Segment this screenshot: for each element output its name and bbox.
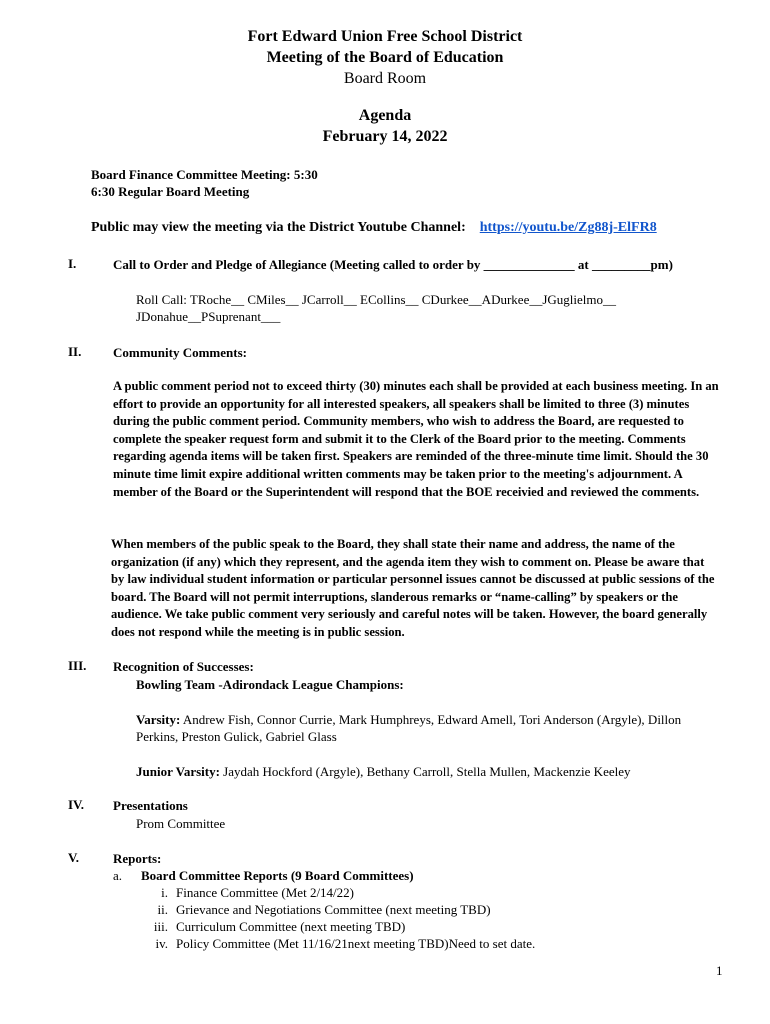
list-item [140,901,491,918]
list-item-number: i. [161,885,168,900]
roll-call-line-1: Roll Call: TRoche__ CMiles__ JCarroll__ ECollins__ CDurkee__ADurkee__JGuglielmo__ [136,292,616,307]
list-item-text: Finance Committee (Met 2/14/22) [176,885,354,900]
bowling-team-subtitle: Bowling Team -Adirondack League Champions: [136,677,404,692]
prom-committee-item: Prom Committee [136,816,226,831]
finance-committee-time: Board Finance Committee Meeting: 5:30 [91,167,318,182]
call-to-order-title: Call to Order and Pledge of Allegiance (Meeting called to order by ______________ at _________pm) [113,257,673,272]
section-number-4: IV. [68,797,85,812]
regular-meeting-time: 6:30 Regular Board Meeting [91,184,250,199]
junior-varsity-line [136,763,631,780]
youtube-link[interactable]: https://youtu.be/Zg88j-ElFR8 [479,220,657,235]
varsity-line-2: Perkins, Preston Gulick, Gabriel Glass [136,729,337,744]
list-item [140,918,405,935]
roll-call-line-2: JDonahue__PSuprenant___ [136,309,281,324]
document-header [0,26,770,89]
public-comment-text: A public comment period not to exceed thirty (30) minutes each shall be provided at each business meeting. In an effort to provide an opportunity for all interested speakers, all speakers shall be limited to three (3) minutes during the public comment period. Community members, who wish to address the Board, are requested to complete the speaker request form and submit it to the Clerk of the Board prior to the meeting. Comments regarding agenda items will be taken first. Speakers are reminded of the three-minute time limit. Should the 30 minute time limit expire additional written comments may be taken prior to the meeting's adjournment. A member of the Board or the Superintendent will respond that the BOE receivied and reviewed the comments. [113,379,719,499]
agenda-heading [0,105,770,147]
agenda-title: Agenda [358,107,412,124]
public-view-text: Public may view the meeting via the District Youtube Channel: [91,220,466,235]
community-comments-title: Community Comments: [113,345,247,360]
junior-varsity-names: Jaydah Hockford (Argyle), Bethany Carroll, Stella Mullen, Mackenzie Keeley [219,764,631,779]
list-item-text: Curriculum Committee (next meeting TBD) [176,919,406,934]
meeting-location: Board Room [343,70,427,87]
public-comment-paragraph [113,378,720,501]
report-subsection-letter: a. [113,868,123,883]
meeting-date: February 14, 2022 [322,128,448,145]
list-item-number: ii. [157,902,168,917]
list-item-text: Grievance and Negotiations Committee (next meeting TBD) [176,902,491,917]
varsity-line-1 [136,711,681,728]
public-speak-text: When members of the public speak to the Board, they shall state their name and address, the name of the organization (if any) which they represent, and the agenda item they wish to comment on. Please be aware that by law individual student information or particular personnel issues cannot be discussed at public sessions of the board. The Board will not permit interruptions, slanderous remarks or “name-calling” by speakers or the audience. We take public comment very seriously and careful notes will be taken. However, the board generally does not respond while the meeting is in public session. [111,537,715,639]
section-number-3: III. [68,658,87,673]
list-item-number: iii. [153,919,168,934]
meeting-title: Meeting of the Board of Education [266,49,504,66]
reports-title: Reports: [113,851,162,866]
presentations-title: Presentations [113,798,188,813]
section-number-1: I. [68,256,77,271]
public-speak-paragraph [111,536,720,642]
list-item-number: iv. [155,936,168,951]
list-item [140,935,535,952]
public-view-line [91,219,657,236]
district-name: Fort Edward Union Free School District [247,28,523,45]
list-item [140,884,354,901]
varsity-label: Varsity: [136,712,181,727]
page-number: 1 [716,963,723,978]
varsity-names-1: Andrew Fish, Connor Currie, Mark Humphreys, Edward Amell, Tori Anderson (Argyle), Dillon [180,712,682,727]
list-item-text: Policy Committee (Met 11/16/21next meeting TBD)Need to set date. [176,936,536,951]
section-number-2: II. [68,344,82,359]
section-number-5: V. [68,850,79,865]
board-committee-reports-title: Board Committee Reports (9 Board Committees) [141,868,414,883]
recognition-title: Recognition of Successes: [113,659,254,674]
junior-varsity-label: Junior Varsity: [136,764,220,779]
